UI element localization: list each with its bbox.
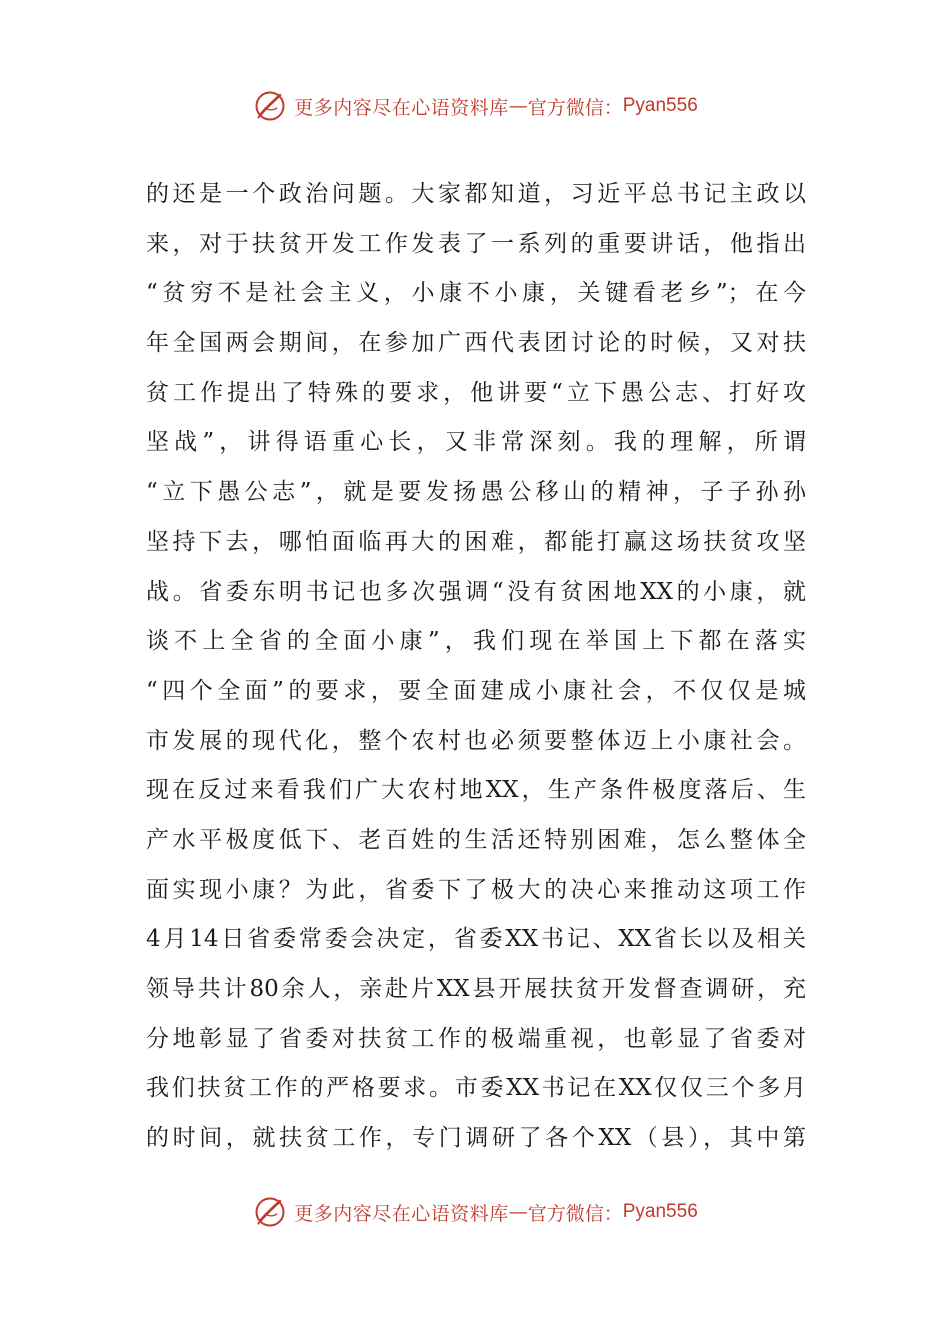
header-wechat-label: 官方微信： — [527, 96, 623, 119]
footer-wechat-id: Pyan556 — [622, 1201, 698, 1222]
header-wechat-id: Pyan556 — [622, 95, 698, 116]
text-line: 谈不上全省的全面小康”，我们现在举国上下都在落实 — [146, 628, 806, 655]
footer-banner — [0, 1190, 950, 1234]
text-line: 的时间，就扶贫工作，专门调研了各个XX（县），其中第 — [146, 1125, 806, 1152]
pen-logo-icon — [252, 1194, 288, 1230]
text-line: “立下愚公志”，就是要发扬愚公移山的精神，子子孙孙 — [146, 479, 806, 506]
text-line: 产水平极度低下、老百姓的生活还特别困难，怎么整体全 — [146, 826, 806, 853]
text-line: 现在反过来看我们广大农村地XX，生产条件极度落后、生 — [146, 777, 806, 804]
pen-logo-icon — [252, 88, 288, 124]
text-line: 年全国两会期间，在参加广西代表团讨论的时候，又对扶 — [146, 330, 806, 357]
footer-banner-text: 更多内容尽在心语资料库 — [294, 1202, 509, 1225]
document-body — [146, 170, 806, 1164]
text-line: 面实现小康？为此，省委下了极大的决心来推动这项工作 — [146, 876, 806, 903]
text-line: 市发展的现代化，整个农村也必须要整体迈上小康社会。 — [146, 727, 806, 754]
header-banner-text: 更多内容尽在心语资料库 — [294, 96, 509, 119]
footer-banner-separator: — — [508, 1201, 528, 1223]
text-line: 分地彰显了省委对扶贫工作的极端重视，也彰显了省委对 — [146, 1025, 806, 1052]
text-line: 的还是一个政治问题。大家都知道，习近平总书记主政以 — [146, 181, 806, 207]
text-line: “贫穷不是社会主义，小康不小康，关键看老乡”；在今 — [146, 280, 806, 307]
text-line: 我们扶贫工作的严格要求。市委XX书记在XX仅仅三个多月 — [146, 1075, 806, 1102]
text-line: 4月14日省委常委会决定，省委XX书记、XX省长以及相关 — [146, 926, 806, 953]
text-line: 坚战”，讲得语重心长，又非常深刻。我的理解，所谓 — [146, 429, 806, 456]
text-line: 来，对于扶贫开发工作发表了一系列的重要讲话，他指出 — [146, 230, 806, 257]
text-line: “四个全面”的要求，要全面建成小康社会，不仅仅是城 — [146, 677, 806, 704]
text-line: 领导共计80余人，亲赴片XX县开展扶贫开发督查调研，充 — [146, 976, 806, 1002]
text-line: 坚持下去，哪怕面临再大的困难，都能打赢这场扶贫攻坚 — [146, 528, 806, 555]
header-banner-separator: — — [508, 95, 528, 117]
text-line: 战。省委东明书记也多次强调“没有贫困地XX的小康，就 — [146, 578, 806, 605]
text-line: 贫工作提出了特殊的要求，他讲要“立下愚公志、打好攻 — [146, 379, 806, 406]
footer-wechat-label: 官方微信： — [527, 1202, 623, 1225]
header-banner — [0, 84, 950, 128]
